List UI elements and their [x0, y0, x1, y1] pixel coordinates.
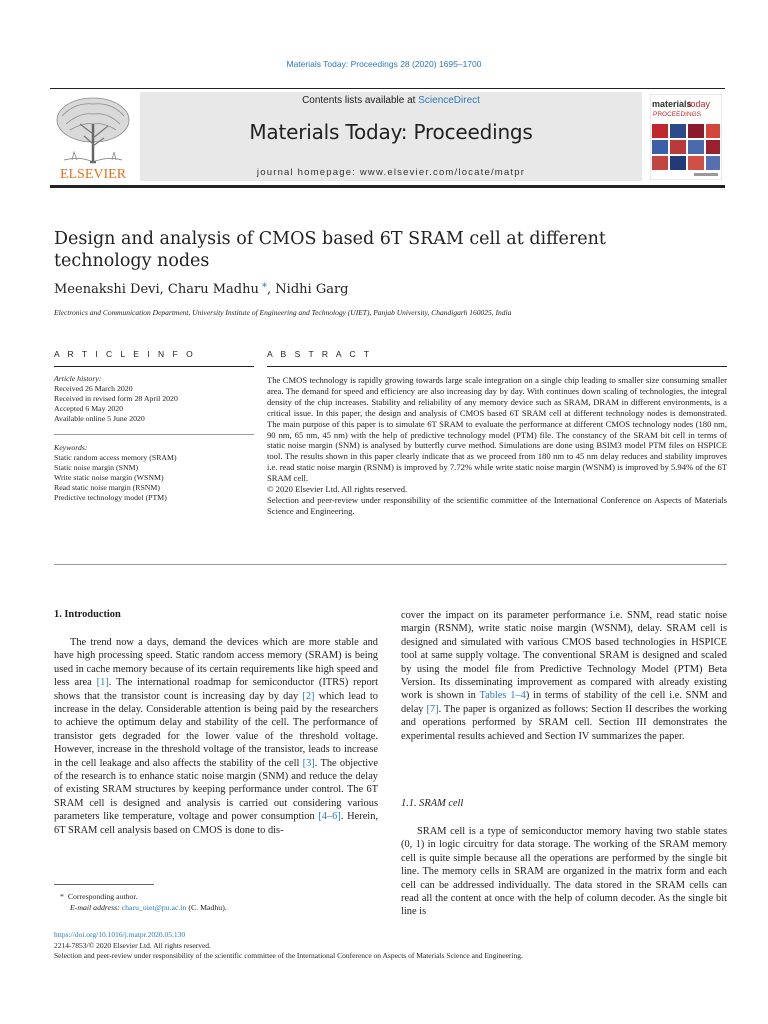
sram-cell-paragraph: [401, 825, 727, 919]
history-online: Available online 5 June 2020: [54, 414, 145, 423]
journal-homepage[interactable]: journal homepage: www.elsevier.com/locate/matpr: [256, 167, 526, 178]
abstract-body: [267, 375, 727, 517]
keyword-item: Predictive technology model (PTM): [54, 493, 167, 502]
history-label: Article history:: [54, 374, 102, 383]
footer-peer-review: Selection and peer-review under responsibility of the scientific committee of the International Conference on Aspects of Materials Science and Engineering.: [54, 951, 523, 960]
keywords-rule: [54, 434, 254, 435]
sciencedirect-link[interactable]: ScienceDirect: [418, 95, 480, 106]
abstract-copyright: © 2020 Elsevier Ltd. All rights reserved.: [267, 484, 408, 495]
cover-brand-materials: materials: [652, 99, 692, 109]
sram-text: SRAM cell is a type of semiconductor memory having two stable states (0, 1) in logic circuitry for data storage. The working of the SRAM memory cell is quite simple because all the operations are performed by the single bit line. The memory cells in SRAM are organized in the matrix form and each cell can be addressed individually. The data stored in the SRAM cells can read all the content at once with the help of column decoder. As the single bit line is: [401, 826, 727, 918]
masthead-bottom-rule: [50, 185, 725, 188]
intro-text: . The paper is organized as follows: Section II describes the working and operations performed by SRAM cell. Section III demonstrates the experimental results achieved and Section IV summarizes the paper.: [401, 703, 727, 742]
author-1: Meenakshi Devi,: [54, 282, 168, 297]
intro-text: which lead to increase in the delay. Considerable attention is being paid by the researchers to achieve the optimum delay and stability of the cell. The performance of transistor gets degraded for the lower value of the threshold voltage. However, increase in the threshold voltage of the transistor, leads to increase in the cell leakage and also affects the stability of the cell: [54, 690, 379, 769]
affiliation: Electronics and Communication Department, University Institute of Engineering and Technology (UIET), Panjab University, Chandigarh 160025, India: [54, 308, 512, 317]
abstract-rule: [267, 366, 727, 367]
corresponding-author-mark[interactable]: *: [258, 282, 268, 293]
keywords-list: [54, 443, 254, 503]
elsevier-logo[interactable]: [50, 94, 136, 182]
doi-link[interactable]: https://doi.org/10.1016/j.matpr.2020.05.130: [54, 930, 186, 939]
intro-paragraph-right: [401, 609, 727, 743]
intro-paragraph-left: [54, 636, 378, 837]
journal-cover-thumbnail[interactable]: [650, 94, 722, 180]
journal-citation[interactable]: Materials Today: Proceedings 28 (2020) 1695–1700: [286, 59, 482, 69]
ref-3-link[interactable]: [3]: [302, 757, 315, 769]
footnote: [60, 891, 380, 913]
paper-title: Design and analysis of CMOS based 6T SRAM cell at different technology nodes: [54, 229, 606, 271]
author-2: Charu Madhu: [167, 282, 259, 297]
issn-line: 2214-7853/© 2020 Elsevier Ltd. All rights reserved.: [54, 940, 211, 950]
journal-title[interactable]: Materials Today: Proceedings: [249, 120, 533, 144]
abstract-heading: A B S T R A C T: [267, 349, 373, 359]
keyword-item: Static noise margin (SNM): [54, 463, 139, 472]
email-link[interactable]: charu_uiet@pu.ac.in: [121, 903, 187, 912]
intro-text: . The international roadmap for semiconductor (ITRS) report shows that the transistor count is increasing day by day: [54, 677, 378, 702]
intro-right-head: cover the impact on its parameter performance i.e. SNM, read static noise margin (RSNM), write static noise margin (WSNM), delay. SRAM cell is designed and simulated with various CMOS based technologies in HSPICE tool at same supply voltage. The conventional SRAM is designed and scaled by using the model file from Predictive Technology Model (PTM) Beta Version. Its disseminating improvement as compared with already existing work is shown in: [401, 610, 727, 702]
masthead-top-rule: [50, 88, 725, 89]
article-info-rule: [54, 366, 254, 367]
abstract-bottom-rule: [54, 564, 727, 565]
footnote-mark: *: [60, 892, 64, 901]
contents-line: [140, 95, 642, 106]
cover-brand-today: today: [688, 99, 711, 109]
tables-1-4-link[interactable]: Tables 1–4: [479, 690, 526, 702]
elsevier-tree-icon: [50, 94, 136, 182]
cover-subtitle: PROCEEDINGS: [653, 111, 702, 118]
intro-heading: 1. Introduction: [54, 609, 121, 620]
footnote-rule: [54, 884, 154, 885]
ref-1-link[interactable]: [1]: [96, 677, 109, 689]
abstract-text: The CMOS technology is rapidly growing towards large scale integration on a single chip leading to smaller size consuming smaller area. The demand for speed and efficiency are also increasing day by day. With continues down scaling of technologies, the integral density of the chip increases. Stability and reliability of any memory device such as SRAM, DRAM in different environments, is a critical issue. In this paper, the design and analysis of CMOS based 6T SRAM cell at different technology nodes is demonstrated. The main purpose of this paper is to simulate 6T SRAM to evaluate the performance at different CMOS technology nodes (180 nm, 90 nm, 65 nm, 45 nm) with the help of predictive technology model (PTM) file. The constancy of the SRAM bit cell in terms of static noise margin (SNM) is analysed by butterfly curve method. Simulations are done using BSIM3 model PTM files on HSPICE tool. The results shown in this paper clearly indicate that as we proceed from 180 nm to 45 nm delay reduces and stability improves i.e. read static noise margin (RSNM) is improved by 7.72% while write static noise margin (WSNM) is improved by 5.94% of the 6T SRAM cell.: [267, 375, 727, 484]
author-3: , Nidhi Garg: [267, 282, 349, 297]
intro-text: . The objective of the research is to enhance static noise margin (SNM) and reduce the delay of existing SRAM structures by keeping performance under control. The 6T SRAM cell is designed and analysis is carried out considering various parameters like temperature, voltage and power consumption: [54, 757, 378, 823]
intro-text: ) in terms of stability of the cell i.e. SNM and delay: [401, 690, 727, 715]
keyword-item: Read static noise margin (RSNM): [54, 483, 160, 492]
cover-image-icon: [650, 94, 722, 180]
article-history: [54, 374, 254, 424]
contents-prefix: Contents lists available at: [302, 95, 419, 106]
email-label: E-mail address:: [70, 903, 122, 912]
history-accepted: Accepted 6 May 2020: [54, 404, 124, 413]
email-suffix: (C. Madhu).: [186, 903, 227, 912]
intro-text: The trend now a days, demand the devices which are more stable and have high processing speed. Static random access memory (SRAM) is being used in cache memory because of its certain requirements like high speed and less area: [54, 637, 378, 689]
keyword-item: Static random access memory (SRAM): [54, 453, 177, 462]
ref-4-6-link[interactable]: [4–6]: [318, 811, 341, 823]
elsevier-wordmark: ELSEVIER: [59, 167, 127, 182]
history-received: Received 26 March 2020: [54, 384, 133, 393]
footnote-label: Corresponding author.: [67, 892, 138, 901]
keywords-label: Keywords:: [54, 443, 88, 452]
intro-left-tail: . Herein, 6T SRAM cell analysis based on CMOS is done to dis-: [54, 811, 378, 836]
author-list: [54, 282, 348, 297]
ref-7-link[interactable]: [7]: [426, 703, 439, 715]
page-footer: [54, 930, 734, 962]
keyword-item: Write static noise margin (WSNM): [54, 473, 164, 482]
history-revised: Received in revised form 28 April 2020: [54, 394, 178, 403]
sram-cell-heading: 1.1. SRAM cell: [401, 798, 464, 809]
ref-2-link[interactable]: [2]: [302, 690, 315, 702]
article-info-heading: A R T I C L E I N F O: [54, 349, 196, 359]
abstract-peer-review: Selection and peer-review under responsibility of the scientific committee of the International Conference on Aspects of Materials Science and Engineering.: [267, 494, 727, 516]
